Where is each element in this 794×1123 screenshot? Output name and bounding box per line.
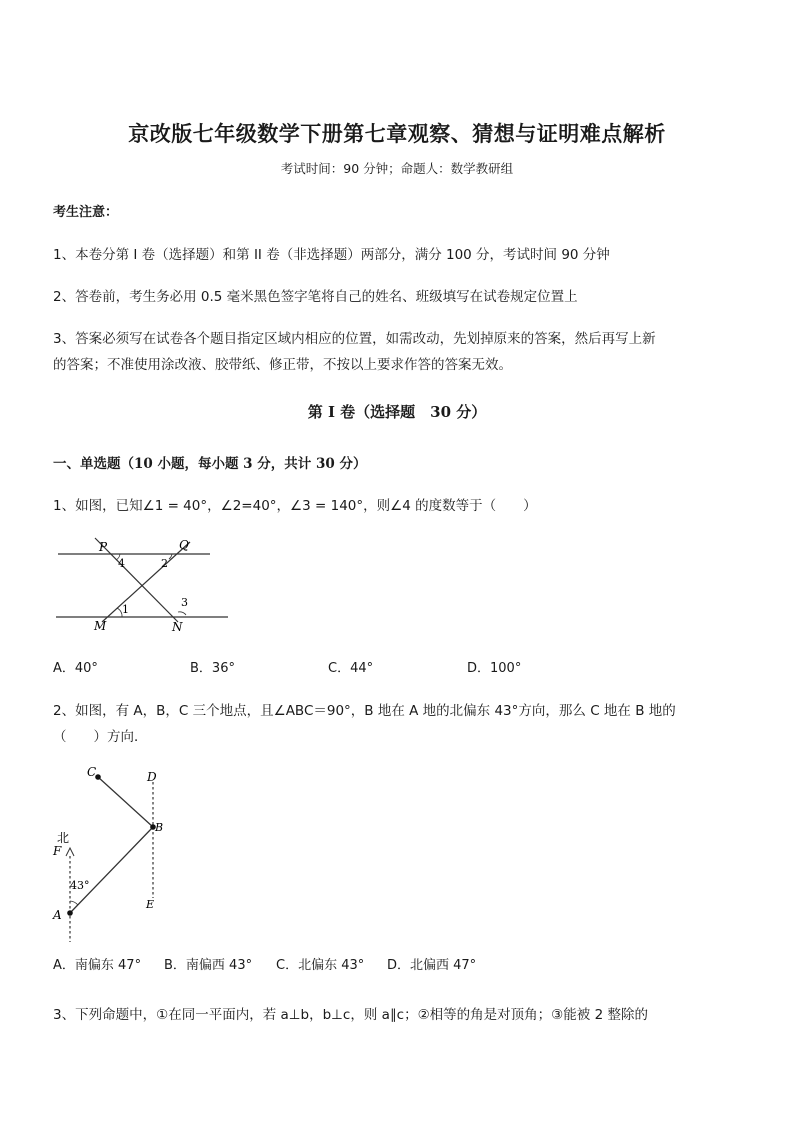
angle-43-arc [70,901,78,905]
label-c: C [87,765,97,779]
label-angle-4: 4 [118,557,125,570]
angle-3-arc [178,612,186,615]
notice-item-3-cont: 的答案；不准使用涂改液、胶带纸、修正带，不按以上要求作答的答案无效。 [53,357,512,373]
question-2-option-c[interactable]: C．北偏东 43° [276,958,365,973]
label-north: 北 [57,831,70,845]
label-a: A [53,908,62,922]
label-n: N [172,620,183,634]
question-2-option-d[interactable]: D．北偏西 47° [387,958,477,973]
label-angle-2: 2 [161,557,168,570]
line-pn [95,538,178,622]
question-2-option-a[interactable]: A．南偏东 47° [53,958,142,973]
question-3-stem: 3、下列命题中，①在同一平面内，若 a⊥b，b⊥c，则 a∥c；②相等的角是对顶角；③能被 2 整除的 [53,1007,648,1023]
label-b: B [155,821,164,834]
label-d: D [147,770,157,784]
question-2-stem: 2、如图，有 A，B，C 三个地点，且∠ABC＝90°，B 地在 A 地的北偏东 43°方向，那么 C 地在 B 地的 [53,703,676,719]
point-a [67,910,73,916]
question-2-option-b[interactable]: B．南偏西 43° [164,958,253,973]
label-q: Q [179,538,189,552]
question-1-stem: 1、如图，已知∠1 = 40°，∠2=40°，∠3 = 140°，则∠4 的度数等于（ ） [53,498,537,514]
notice-item-3: 3、答案必须写在试卷各个题目指定区域内相应的位置，如需改动，先划掉原来的答案，然后再写上新 [53,331,656,347]
question-1-option-d[interactable]: D．100° [467,661,522,676]
part-heading: 一、单选题（10 小题，每小题 3 分，共计 30 分） [53,456,367,472]
exam-info: 考试时间：90 分钟；命题人：数学教研组 [280,161,514,176]
north-arrow-icon [66,848,74,856]
question-2-stem-cont: （ ）方向． [53,729,148,745]
notice-item-1: 1、本卷分第 I 卷（选择题）和第 II 卷（非选择题）两部分，满分 100 分，考试时间 90 分钟 [53,247,610,263]
question-1-option-b[interactable]: B．36° [190,661,235,676]
label-p: P [99,540,108,554]
question-1-figure [50,530,240,635]
label-angle-1: 1 [122,603,129,616]
section-title: 第 I 卷（选择题 30 分） [307,403,487,421]
label-angle-3: 3 [181,596,188,609]
page-title: 京改版七年级数学下册第七章观察、猜想与证明难点解析 [128,121,666,146]
question-1-option-a[interactable]: A．40° [53,661,98,676]
label-f: F [53,844,62,858]
question-1-option-c[interactable]: C．44° [328,661,374,676]
notice-item-2: 2、答卷前，考生务必用 0.5 毫米黑色签字笔将自己的姓名、班级填写在试卷规定位置上 [53,289,578,305]
segment-ab [70,827,153,913]
segment-bc [98,777,153,827]
label-m: M [94,619,107,633]
question-2-figure [50,762,180,944]
label-angle-43: 43° [70,879,90,892]
label-e: E [146,898,155,911]
notice-heading: 考生注意： [53,205,119,220]
